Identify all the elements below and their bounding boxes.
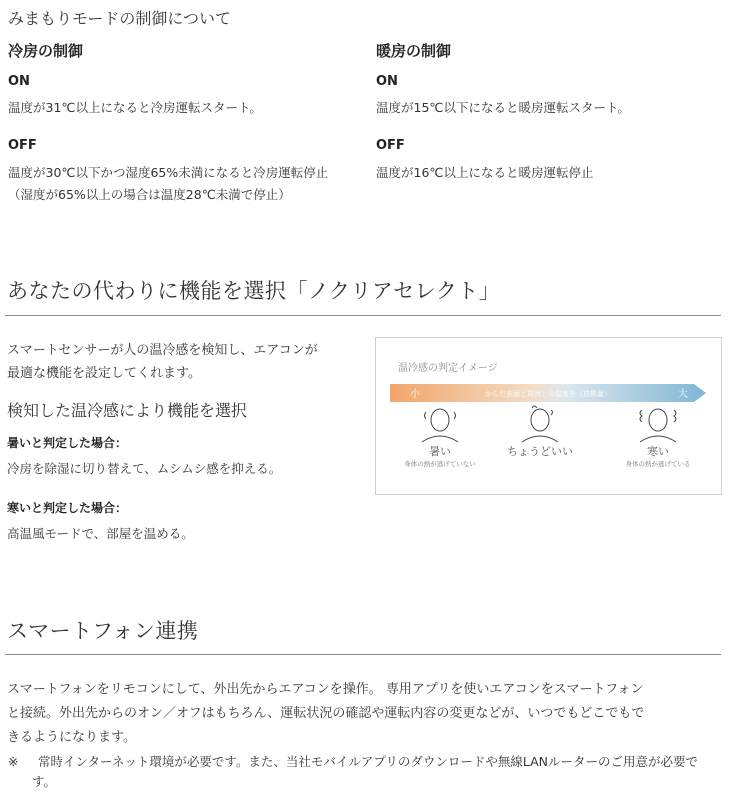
hot-case-label: 暑いと判定した場合： bbox=[7, 436, 128, 450]
bar-large-label: 大 bbox=[678, 389, 688, 400]
cooling-off-text-1: 温度が30℃以下かつ湿度65%未満になると冷房運転停止 bbox=[8, 165, 329, 180]
note-text: 常時インターネット環境が必要です。また、当社モバイルアプリのダウンロードや無線LANルーターのご用意が必要です。 bbox=[32, 754, 699, 789]
person-comfortable-icon bbox=[522, 406, 558, 442]
bar-center-label: からだ表面と周囲との温度差（放熱量） bbox=[485, 390, 611, 398]
smartphone-line-1: スマートフォンをリモコンにして、外出先からエアコンを操作。 専用アプリを使いエアコンをスマートフォン bbox=[7, 682, 644, 697]
cold-case-label: 寒いと判定した場合： bbox=[7, 501, 128, 515]
heating-heading: 暖房の制御 bbox=[376, 42, 452, 60]
cooling-off-label: OFF bbox=[8, 138, 37, 153]
person-cold-icon bbox=[640, 409, 676, 442]
nocria-subheading: 検知した温冷感により機能を選択 bbox=[7, 401, 248, 420]
person-hot-icon bbox=[422, 409, 458, 442]
nocria-intro-1: スマートセンサーが人の温冷感を検知し、エアコンが bbox=[7, 343, 318, 358]
hot-case-text: 冷房を除湿に切り替えて、ムシムシ感を抑える。 bbox=[7, 461, 282, 476]
heating-off-label: OFF bbox=[376, 138, 405, 153]
note-mark: ※ bbox=[8, 754, 19, 769]
nocria-select-title: あなたの代わりに機能を選択「ノクリアセレクト」 bbox=[7, 279, 501, 303]
figure-title: 温冷感の判定イメージ bbox=[398, 363, 498, 374]
cold-case-text: 高温風モードで、部屋を温める。 bbox=[7, 526, 194, 541]
comfortable-figure-label: ちょうどいい bbox=[507, 445, 573, 458]
nocria-intro-2: 最適な機能を設定してくれます。 bbox=[7, 366, 201, 381]
cooling-off-text-2: （湿度が65%以上の場合は温度28℃未満で停止） bbox=[8, 187, 291, 202]
heating-off-text: 温度が16℃以上になると暖房運転停止 bbox=[376, 165, 594, 180]
cold-figure-label: 寒い bbox=[647, 445, 669, 458]
smartphone-title: スマートフォン連携 bbox=[7, 619, 199, 643]
cooling-heading: 冷房の制御 bbox=[8, 42, 84, 60]
thermal-sensation-diagram bbox=[376, 338, 721, 494]
thermal-sensation-figure bbox=[375, 337, 722, 495]
bar-small-label: 小 bbox=[410, 389, 420, 400]
hot-figure-sub: 身体の熱が逃げていない bbox=[404, 460, 476, 468]
section-divider bbox=[5, 315, 721, 316]
section-divider bbox=[5, 654, 721, 655]
hot-figure-label: 暑い bbox=[429, 445, 451, 458]
smartphone-line-2: と接続。外出先からのオン／オフはもちろん、運転状況の確認や運転内容の変更などが、いつでもどこでもで bbox=[7, 706, 645, 721]
cooling-on-text: 温度が31℃以上になると冷房運転スタート。 bbox=[8, 100, 262, 115]
cooling-on-label: ON bbox=[8, 74, 30, 89]
heating-on-text: 温度が15℃以下になると暖房運転スタート。 bbox=[376, 100, 630, 115]
cold-figure-sub: 身体の熱が逃げている bbox=[625, 460, 691, 468]
smartphone-note bbox=[8, 752, 708, 792]
smartphone-line-3: きるようになります。 bbox=[7, 730, 136, 745]
mimamori-title: みまもりモードの制御について bbox=[8, 9, 232, 28]
heating-on-label: ON bbox=[376, 74, 398, 89]
